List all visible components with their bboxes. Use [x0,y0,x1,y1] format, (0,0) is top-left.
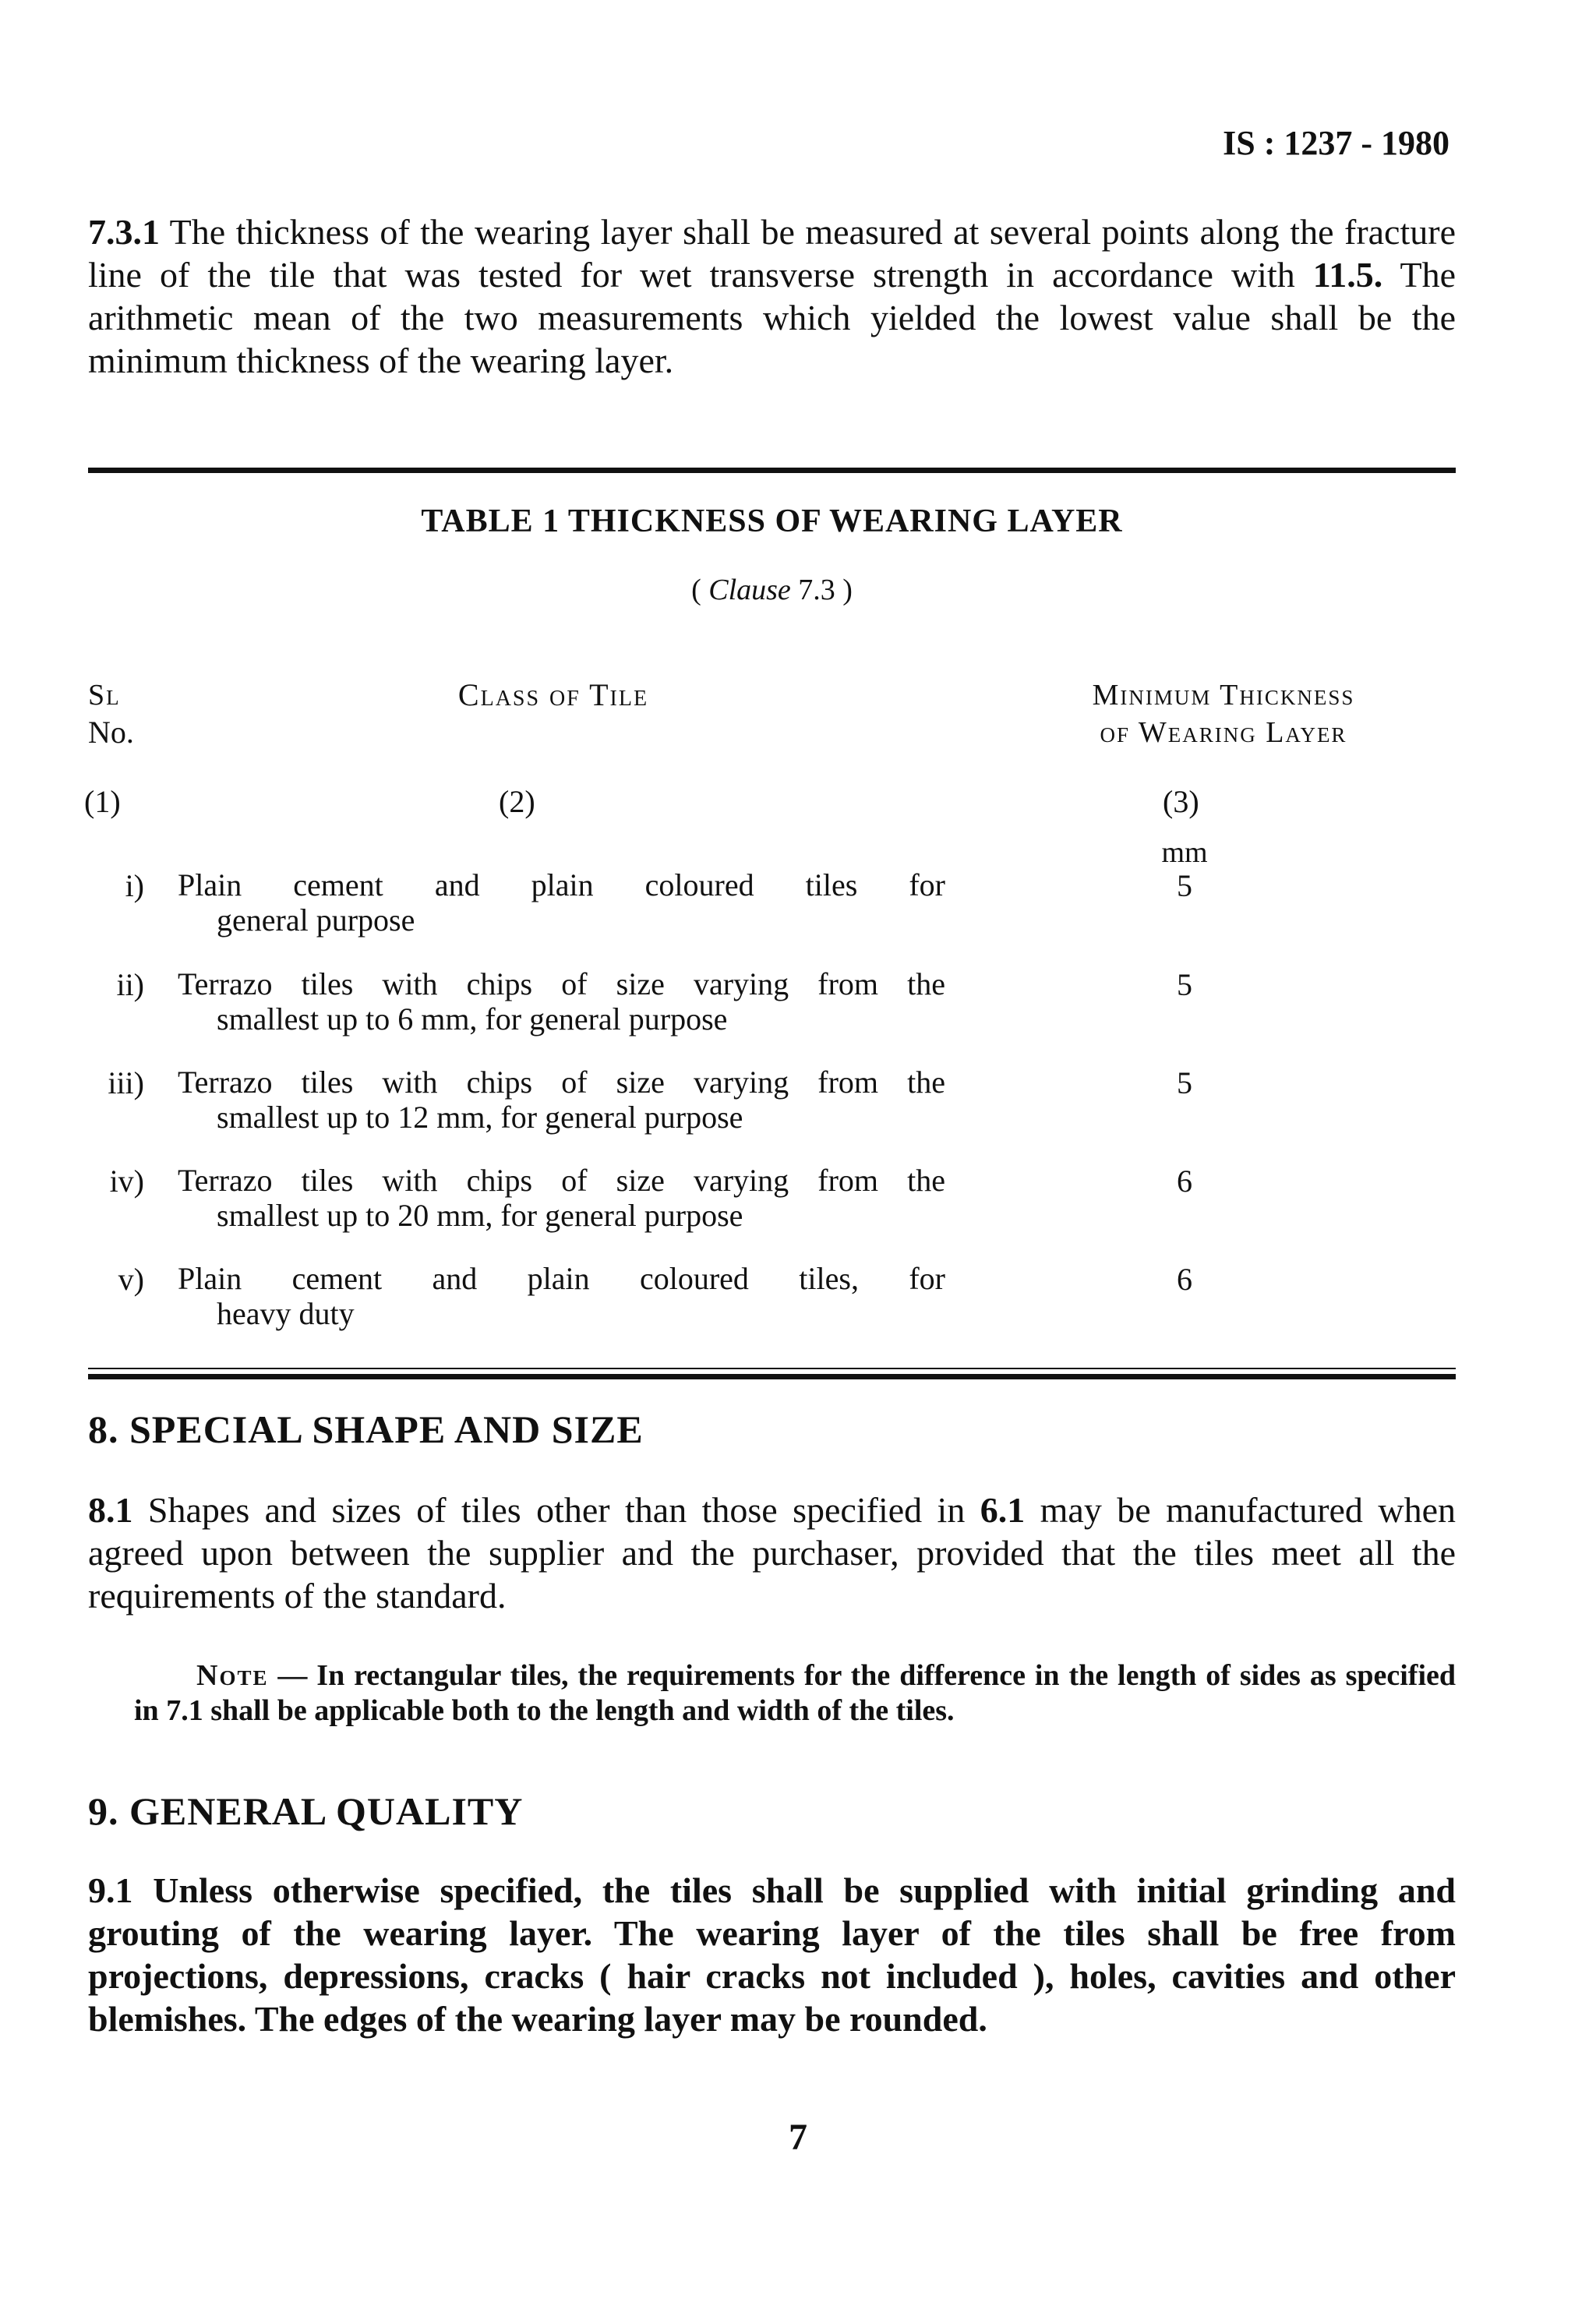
note-reference: 7.1 [166,1694,203,1727]
table-row-sl: iii) [108,1065,144,1100]
clause-reference: 6.1 [980,1490,1026,1530]
clause-text-b: The arithmetic mean of the two measurements which yielded the lowest value shall be the minimum thickness of the wearing layer. [88,255,1456,380]
section-8-heading: 8. SPECIAL SHAPE AND SIZE [88,1407,644,1451]
column-head-min-thickness [974,676,1473,751]
note-text-b: shall be applicable both to the length and width of the tiles. [203,1694,955,1727]
table-row-sl: ii) [116,967,144,1002]
table-row-line2: smallest up to 20 mm, for general purpose [217,1198,743,1233]
clause-text-a: The thickness of the wearing layer shall be measured at several points along the fracture line of the tile that was tested for wet transverse strength in accordance with [88,212,1456,295]
clause-word: Clause [708,574,791,606]
note-paragraph [134,1658,1456,1729]
clause-text-b: may be manufactured when agreed upon between the supplier and the purchaser, provided that the tiles meet all the requirements of the standard. [88,1490,1456,1616]
clause-text-a: Shapes and sizes of tiles other than those specified in [132,1490,980,1530]
column-head-no: No. [88,715,134,750]
table-title: TABLE 1 THICKNESS OF WEARING LAYER [421,503,1123,539]
note-label: Note [196,1659,269,1692]
table-row-line1: Plain cement and plain coloured tiles, for [178,1261,945,1296]
table-row-sl: i) [125,868,144,903]
table-row-description [178,867,945,938]
unit-label: mm [1161,836,1208,869]
table-row-line1: Terrazo tiles with chips of size varying from the [178,966,945,1001]
table-bottom-rule-thick [88,1374,1456,1379]
table-row-sl: iv) [109,1164,144,1199]
column-head-min-thickness-line1: Minimum Thickness [1092,679,1355,712]
table-row-description [178,966,945,1036]
column-number-2: (2) [499,784,535,819]
table-row-value: 5 [1177,1065,1192,1100]
note-text-a: — In rectangular tiles, the requirements for the difference in the length of sides as specified in [134,1659,1456,1727]
table-row-value: 5 [1177,967,1192,1002]
table-row-line1: Terrazo tiles with chips of size varying from the [178,1163,945,1198]
standard-number-header: IS : 1237 - 1980 [1223,124,1449,162]
clause-8-1-paragraph [88,1489,1456,1617]
clause-number: 9.1 [88,1870,133,1910]
clause-number: 8.1 [88,1490,133,1530]
column-head-sl-no [88,676,182,751]
table-top-rule [88,468,1456,473]
clause-number-ref: 7.3 [798,574,835,606]
table-row-description [178,1065,945,1135]
table-row-description [178,1261,945,1331]
table-row-line2: smallest up to 12 mm, for general purpose [217,1100,743,1135]
table-row-line2: heavy duty [217,1296,355,1331]
clause-7-3-1-paragraph [88,210,1456,382]
table-row-value: 6 [1177,1164,1192,1199]
table-row-line2: general purpose [217,902,415,938]
table-row-line1: Plain cement and plain coloured tiles for [178,867,945,902]
clause-text: Unless otherwise specified, the tiles shall be supplied with initial grinding and grouting of the wearing layer. The wearing layer of the tiles shall be free from projections, depressions, cracks ( hair cracks not included ), holes, cavities and other blemishes. The edges of the wearing layer may be rounded. [88,1870,1456,2039]
table-row-sl: v) [118,1262,144,1297]
section-9-heading: 9. GENERAL QUALITY [88,1789,524,1833]
clause-reference: 11.5. [1312,255,1383,295]
clause-9-1-paragraph [88,1869,1456,2040]
table-row-value: 5 [1177,868,1192,903]
table-bottom-rule-thin [88,1368,1456,1369]
column-head-sl: Sl [88,679,121,712]
table-clause-ref: ( Clause 7.3 ) [691,574,853,606]
column-head-min-thickness-line2: of Wearing Layer [1100,716,1347,749]
page-number: 7 [789,2117,807,2158]
column-number-3: (3) [1163,784,1199,819]
column-head-class-of-tile: Class of Tile [457,677,649,712]
table-row-description [178,1163,945,1233]
column-number-1: (1) [84,784,121,819]
table-row-value: 6 [1177,1262,1192,1297]
clause-number: 7.3.1 [88,212,160,252]
table-row-line2: smallest up to 6 mm, for general purpose [217,1001,728,1036]
table-row-line1: Terrazo tiles with chips of size varying from the [178,1065,945,1100]
